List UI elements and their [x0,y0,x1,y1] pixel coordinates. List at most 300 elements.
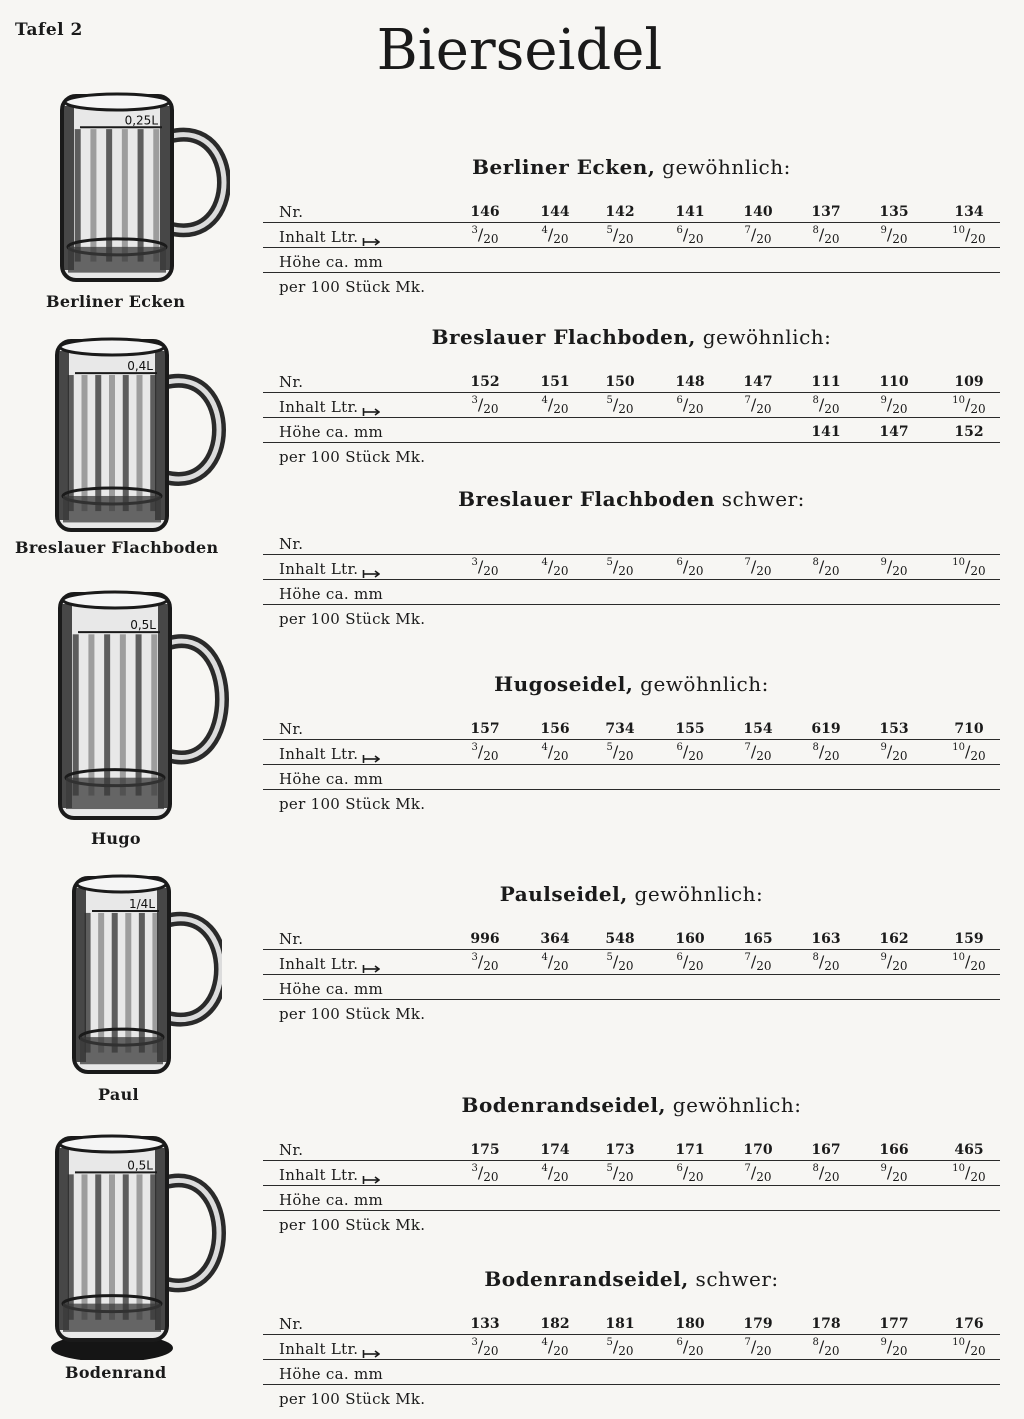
fraction-numerator: 8 [812,1337,819,1348]
article-number: 144 [540,204,570,220]
capacity-fraction [864,225,924,246]
dimension-arrow-icon [362,960,380,970]
fraction-slash: / [965,1163,971,1182]
article-number: 177 [879,1316,909,1332]
article-number: 182 [540,1316,570,1332]
fraction-slash: / [547,1163,554,1182]
table-heading-name: Berliner Ecken, [472,155,656,179]
row-label [279,535,303,553]
row-label-text: Inhalt Ltr. [279,560,359,578]
fraction-denominator: 20 [688,564,704,578]
row-divider [263,554,1000,555]
table-row-preis [263,607,1000,632]
row-label-text: per 100 Stück Mk. [279,795,426,813]
row-label [279,980,383,998]
dimension-arrow-icon [362,1345,380,1355]
fraction-numerator: 6 [676,557,683,568]
fraction-numerator: 3 [471,952,478,963]
row-label-text: Höhe ca. mm [279,585,384,603]
capacity-fraction [864,395,924,416]
row-label-text: Nr. [279,373,304,391]
fraction-denominator: 20 [756,564,772,578]
fraction-slash: / [750,225,757,244]
svg-text:0,5L: 0,5L [127,1158,153,1173]
row-label-text: Höhe ca. mm [279,1365,384,1383]
fraction-numerator: 4 [541,557,548,568]
capacity-fraction [939,1163,999,1184]
capacity-fraction [455,1337,515,1358]
fraction-numerator: 6 [676,1163,683,1174]
article-number: 165 [743,931,773,947]
row-label-text: Inhalt Ltr. [279,228,359,246]
fraction-slash: / [818,1337,825,1356]
article-number: 155 [675,721,705,737]
fraction-slash: / [547,952,554,971]
height-value: 152 [954,424,984,440]
row-label [279,1141,303,1159]
fraction-denominator: 20 [688,959,704,973]
capacity-fraction [728,742,788,763]
mug-breslauer-illustration [45,333,235,538]
article-number: 166 [879,1142,909,1158]
fraction-denominator: 20 [483,564,499,578]
capacity-fraction [590,395,650,416]
fraction-numerator: 5 [606,952,613,963]
fraction-denominator: 20 [688,232,704,246]
article-number: 134 [954,204,984,220]
article-number: 148 [675,374,705,390]
fraction-numerator: 7 [744,1337,751,1348]
table-heading-qualifier: schwer: [688,1267,779,1291]
row-label [279,1166,380,1184]
article-number: 141 [675,204,705,220]
fraction-denominator: 20 [553,1344,569,1358]
capacity-fraction [660,225,720,246]
capacity-fraction [796,742,856,763]
fraction-denominator: 20 [756,402,772,416]
fraction-denominator: 20 [756,1344,772,1358]
article-number: 176 [954,1316,984,1332]
row-label-text: per 100 Stück Mk. [279,1005,426,1023]
table-heading-qualifier: gewöhnlich: [633,672,769,696]
mug-caption: Paul [98,1085,139,1104]
row-divider [263,222,1000,223]
article-number: 160 [675,931,705,947]
article-number: 110 [879,374,909,390]
table-heading-name: Breslauer Flachboden, [431,325,696,349]
fraction-denominator: 20 [970,232,986,246]
fraction-numerator: 3 [471,1163,478,1174]
fraction-denominator: 20 [824,232,840,246]
article-number: 156 [540,721,570,737]
fraction-numerator: 10 [952,225,966,236]
table-row-preis [263,445,1000,470]
fraction-numerator: 8 [812,952,819,963]
capacity-fraction [796,952,856,973]
fraction-numerator: 4 [541,1337,548,1348]
table-heading [263,1093,1000,1117]
fraction-numerator: 7 [744,1163,751,1174]
row-divider [263,272,1000,273]
row-label-text: per 100 Stück Mk. [279,448,426,466]
article-number: 175 [470,1142,500,1158]
fraction-slash: / [682,1337,689,1356]
fraction-slash: / [682,225,689,244]
fraction-slash: / [818,952,825,971]
fraction-denominator: 20 [970,749,986,763]
fraction-numerator: 10 [952,557,966,568]
article-number: 153 [879,721,909,737]
row-label [279,398,380,416]
fraction-numerator: 4 [541,395,548,406]
capacity-fraction [796,1163,856,1184]
article-number: 465 [954,1142,984,1158]
fraction-slash: / [818,225,825,244]
row-label-text: Höhe ca. mm [279,423,384,441]
row-label-text: Inhalt Ltr. [279,1166,359,1184]
row-divider [263,1210,1000,1211]
fraction-denominator: 20 [483,232,499,246]
fraction-numerator: 4 [541,742,548,753]
article-number: 996 [470,931,500,947]
dimension-arrow-icon [362,565,380,575]
row-divider [263,604,1000,605]
capacity-fraction [525,742,585,763]
capacity-fraction [939,225,999,246]
fraction-slash: / [547,225,554,244]
fraction-denominator: 20 [970,1344,986,1358]
fraction-slash: / [965,225,971,244]
row-divider [263,579,1000,580]
fraction-numerator: 5 [606,1163,613,1174]
svg-text:0,5L: 0,5L [130,618,156,633]
dimension-arrow-icon [362,403,380,413]
fraction-denominator: 20 [756,232,772,246]
fraction-slash: / [750,1163,757,1182]
article-number: 152 [470,374,500,390]
fraction-slash: / [682,1163,689,1182]
capacity-fraction [864,1337,924,1358]
capacity-fraction [864,1163,924,1184]
row-label-text: Nr. [279,930,304,948]
fraction-numerator: 7 [744,742,751,753]
row-label [279,1340,380,1358]
table-heading-name: Bodenrandseidel, [484,1267,689,1291]
article-number: 150 [605,374,635,390]
fraction-numerator: 9 [880,395,887,406]
capacity-fraction [939,557,999,578]
fraction-slash: / [477,742,484,761]
table-heading-qualifier: gewöhnlich: [627,882,764,906]
capacity-fraction [455,395,515,416]
table-heading [263,487,1000,511]
row-label-text: Nr. [279,203,304,221]
capacity-fraction [796,557,856,578]
article-number: 364 [540,931,570,947]
fraction-denominator: 20 [892,402,908,416]
height-value: 141 [811,424,841,440]
fraction-denominator: 20 [553,402,569,416]
capacity-fraction [864,952,924,973]
row-label-text: Inhalt Ltr. [279,1340,359,1358]
fraction-numerator: 9 [880,742,887,753]
article-number: 162 [879,931,909,947]
height-value: 147 [879,424,909,440]
row-label-text: Höhe ca. mm [279,770,384,788]
fraction-denominator: 20 [553,959,569,973]
capacity-fraction [660,742,720,763]
dimension-arrow-icon [362,233,380,243]
row-divider [263,949,1000,950]
svg-text:1/4L: 1/4L [129,896,155,911]
fraction-denominator: 20 [892,564,908,578]
fraction-denominator: 20 [824,402,840,416]
fraction-slash: / [818,395,825,414]
capacity-fraction [525,1163,585,1184]
svg-text:0,25L: 0,25L [124,113,158,128]
fraction-numerator: 6 [676,742,683,753]
article-number: 154 [743,721,773,737]
fraction-denominator: 20 [483,1344,499,1358]
row-label-text: Inhalt Ltr. [279,955,359,973]
fraction-numerator: 5 [606,395,613,406]
row-label [279,720,303,738]
capacity-fraction [660,1163,720,1184]
table-heading [263,155,1000,179]
capacity-fraction [660,952,720,973]
article-number: 135 [879,204,909,220]
article-number: 734 [605,721,635,737]
article-number: 157 [470,721,500,737]
fraction-slash: / [477,557,484,576]
mug-caption: Breslauer Flachboden [15,538,219,557]
row-divider [263,999,1000,1000]
capacity-fraction [939,1337,999,1358]
fraction-slash: / [750,1337,757,1356]
fraction-slash: / [612,742,619,761]
mug-paul-illustration [62,870,222,1080]
capacity-fraction [590,742,650,763]
row-label-text: Nr. [279,720,304,738]
table-heading-name: Paulseidel, [499,882,628,906]
row-label [279,585,383,603]
article-number: 163 [811,931,841,947]
fraction-denominator: 20 [892,749,908,763]
fraction-numerator: 4 [541,225,548,236]
fraction-denominator: 20 [618,232,634,246]
fraction-denominator: 20 [618,1344,634,1358]
fraction-denominator: 20 [824,564,840,578]
dimension-arrow-icon [362,1171,380,1181]
fraction-numerator: 5 [606,1337,613,1348]
row-label [279,930,303,948]
fraction-denominator: 20 [688,749,704,763]
fraction-numerator: 3 [471,742,478,753]
fraction-denominator: 20 [892,1170,908,1184]
row-label [279,1216,425,1234]
capacity-fraction [590,225,650,246]
row-divider [263,974,1000,975]
row-label-text: per 100 Stück Mk. [279,1390,426,1408]
fraction-denominator: 20 [970,564,986,578]
fraction-denominator: 20 [824,959,840,973]
fraction-numerator: 10 [952,742,966,753]
fraction-slash: / [612,557,619,576]
row-divider [263,764,1000,765]
fraction-denominator: 20 [756,749,772,763]
row-label [279,448,425,466]
article-number: 548 [605,931,635,947]
fraction-slash: / [886,557,893,576]
fraction-denominator: 20 [553,749,569,763]
fraction-numerator: 8 [812,395,819,406]
fraction-denominator: 20 [618,1170,634,1184]
row-label [279,610,425,628]
article-number: 146 [470,204,500,220]
article-number: 178 [811,1316,841,1332]
fraction-denominator: 20 [892,232,908,246]
table-row-preis [263,1002,1000,1027]
fraction-numerator: 5 [606,557,613,568]
row-label-text: Nr. [279,1315,304,1333]
row-divider [263,392,1000,393]
fraction-slash: / [612,1163,619,1182]
fraction-slash: / [965,395,971,414]
fraction-numerator: 10 [952,1337,966,1348]
capacity-fraction [525,557,585,578]
fraction-slash: / [965,1337,971,1356]
fraction-denominator: 20 [688,1170,704,1184]
fraction-slash: / [477,1337,484,1356]
fraction-numerator: 6 [676,225,683,236]
capacity-fraction [525,395,585,416]
fraction-denominator: 20 [483,402,499,416]
svg-text:0,4L: 0,4L [127,359,153,374]
fraction-slash: / [886,395,893,414]
row-label-text: per 100 Stück Mk. [279,610,426,628]
fraction-slash: / [547,1337,554,1356]
fraction-denominator: 20 [756,1170,772,1184]
fraction-denominator: 20 [688,402,704,416]
table-heading [263,1267,1000,1291]
article-number: 111 [811,374,841,390]
fraction-slash: / [477,1163,484,1182]
article-number: 133 [470,1316,500,1332]
row-divider [263,1384,1000,1385]
capacity-fraction [728,395,788,416]
row-label [279,203,303,221]
fraction-numerator: 9 [880,1337,887,1348]
fraction-denominator: 20 [483,1170,499,1184]
fraction-denominator: 20 [483,749,499,763]
capacity-fraction [455,557,515,578]
fraction-numerator: 5 [606,742,613,753]
fraction-slash: / [547,742,554,761]
capacity-fraction [728,225,788,246]
row-label [279,278,425,296]
table-row-preis [263,792,1000,817]
fraction-denominator: 20 [824,1344,840,1358]
row-label [279,560,380,578]
fraction-slash: / [612,225,619,244]
page-title: Bierseidel [376,18,663,83]
table-heading [263,325,1000,349]
fraction-numerator: 7 [744,952,751,963]
capacity-fraction [660,557,720,578]
fraction-numerator: 9 [880,952,887,963]
article-number: 109 [954,374,984,390]
fraction-denominator: 20 [824,749,840,763]
capacity-fraction [728,557,788,578]
row-divider [263,442,1000,443]
fraction-numerator: 6 [676,395,683,406]
capacity-fraction [455,742,515,763]
capacity-fraction [660,395,720,416]
row-label [279,228,380,246]
fraction-numerator: 9 [880,1163,887,1174]
row-label-text: Nr. [279,535,304,553]
fraction-denominator: 20 [618,959,634,973]
row-label [279,1005,425,1023]
capacity-fraction [660,1337,720,1358]
table-heading [263,672,1000,696]
capacity-fraction [728,952,788,973]
fraction-denominator: 20 [618,564,634,578]
row-label [279,1191,383,1209]
fraction-denominator: 20 [756,959,772,973]
table-heading-qualifier: gewöhnlich: [695,325,832,349]
fraction-numerator: 3 [471,395,478,406]
fraction-numerator: 3 [471,557,478,568]
table-row-preis [263,275,1000,300]
fraction-denominator: 20 [824,1170,840,1184]
fraction-numerator: 8 [812,742,819,753]
article-number: 173 [605,1142,635,1158]
fraction-denominator: 20 [970,402,986,416]
fraction-slash: / [682,742,689,761]
table-heading-name: Hugoseidel, [494,672,634,696]
row-label [279,770,383,788]
fraction-denominator: 20 [892,1344,908,1358]
fraction-slash: / [682,557,689,576]
fraction-slash: / [612,952,619,971]
fraction-slash: / [750,742,757,761]
table-heading-qualifier: schwer: [714,487,805,511]
fraction-slash: / [818,1163,825,1182]
fraction-denominator: 20 [892,959,908,973]
fraction-slash: / [818,557,825,576]
mug-berliner-ecken-illustration [50,88,230,288]
capacity-fraction [728,1163,788,1184]
row-label [279,1365,383,1383]
article-number: 147 [743,374,773,390]
fraction-numerator: 6 [676,952,683,963]
row-divider [263,739,1000,740]
fraction-slash: / [547,557,554,576]
table-row-preis [263,1213,1000,1238]
table-row-preis [263,1387,1000,1412]
article-number: 159 [954,931,984,947]
row-divider [263,1185,1000,1186]
row-label [279,745,380,763]
capacity-fraction [939,395,999,416]
row-label [279,373,303,391]
article-number: 140 [743,204,773,220]
row-divider [263,1334,1000,1335]
fraction-numerator: 3 [471,225,478,236]
fraction-numerator: 4 [541,952,548,963]
fraction-slash: / [612,395,619,414]
